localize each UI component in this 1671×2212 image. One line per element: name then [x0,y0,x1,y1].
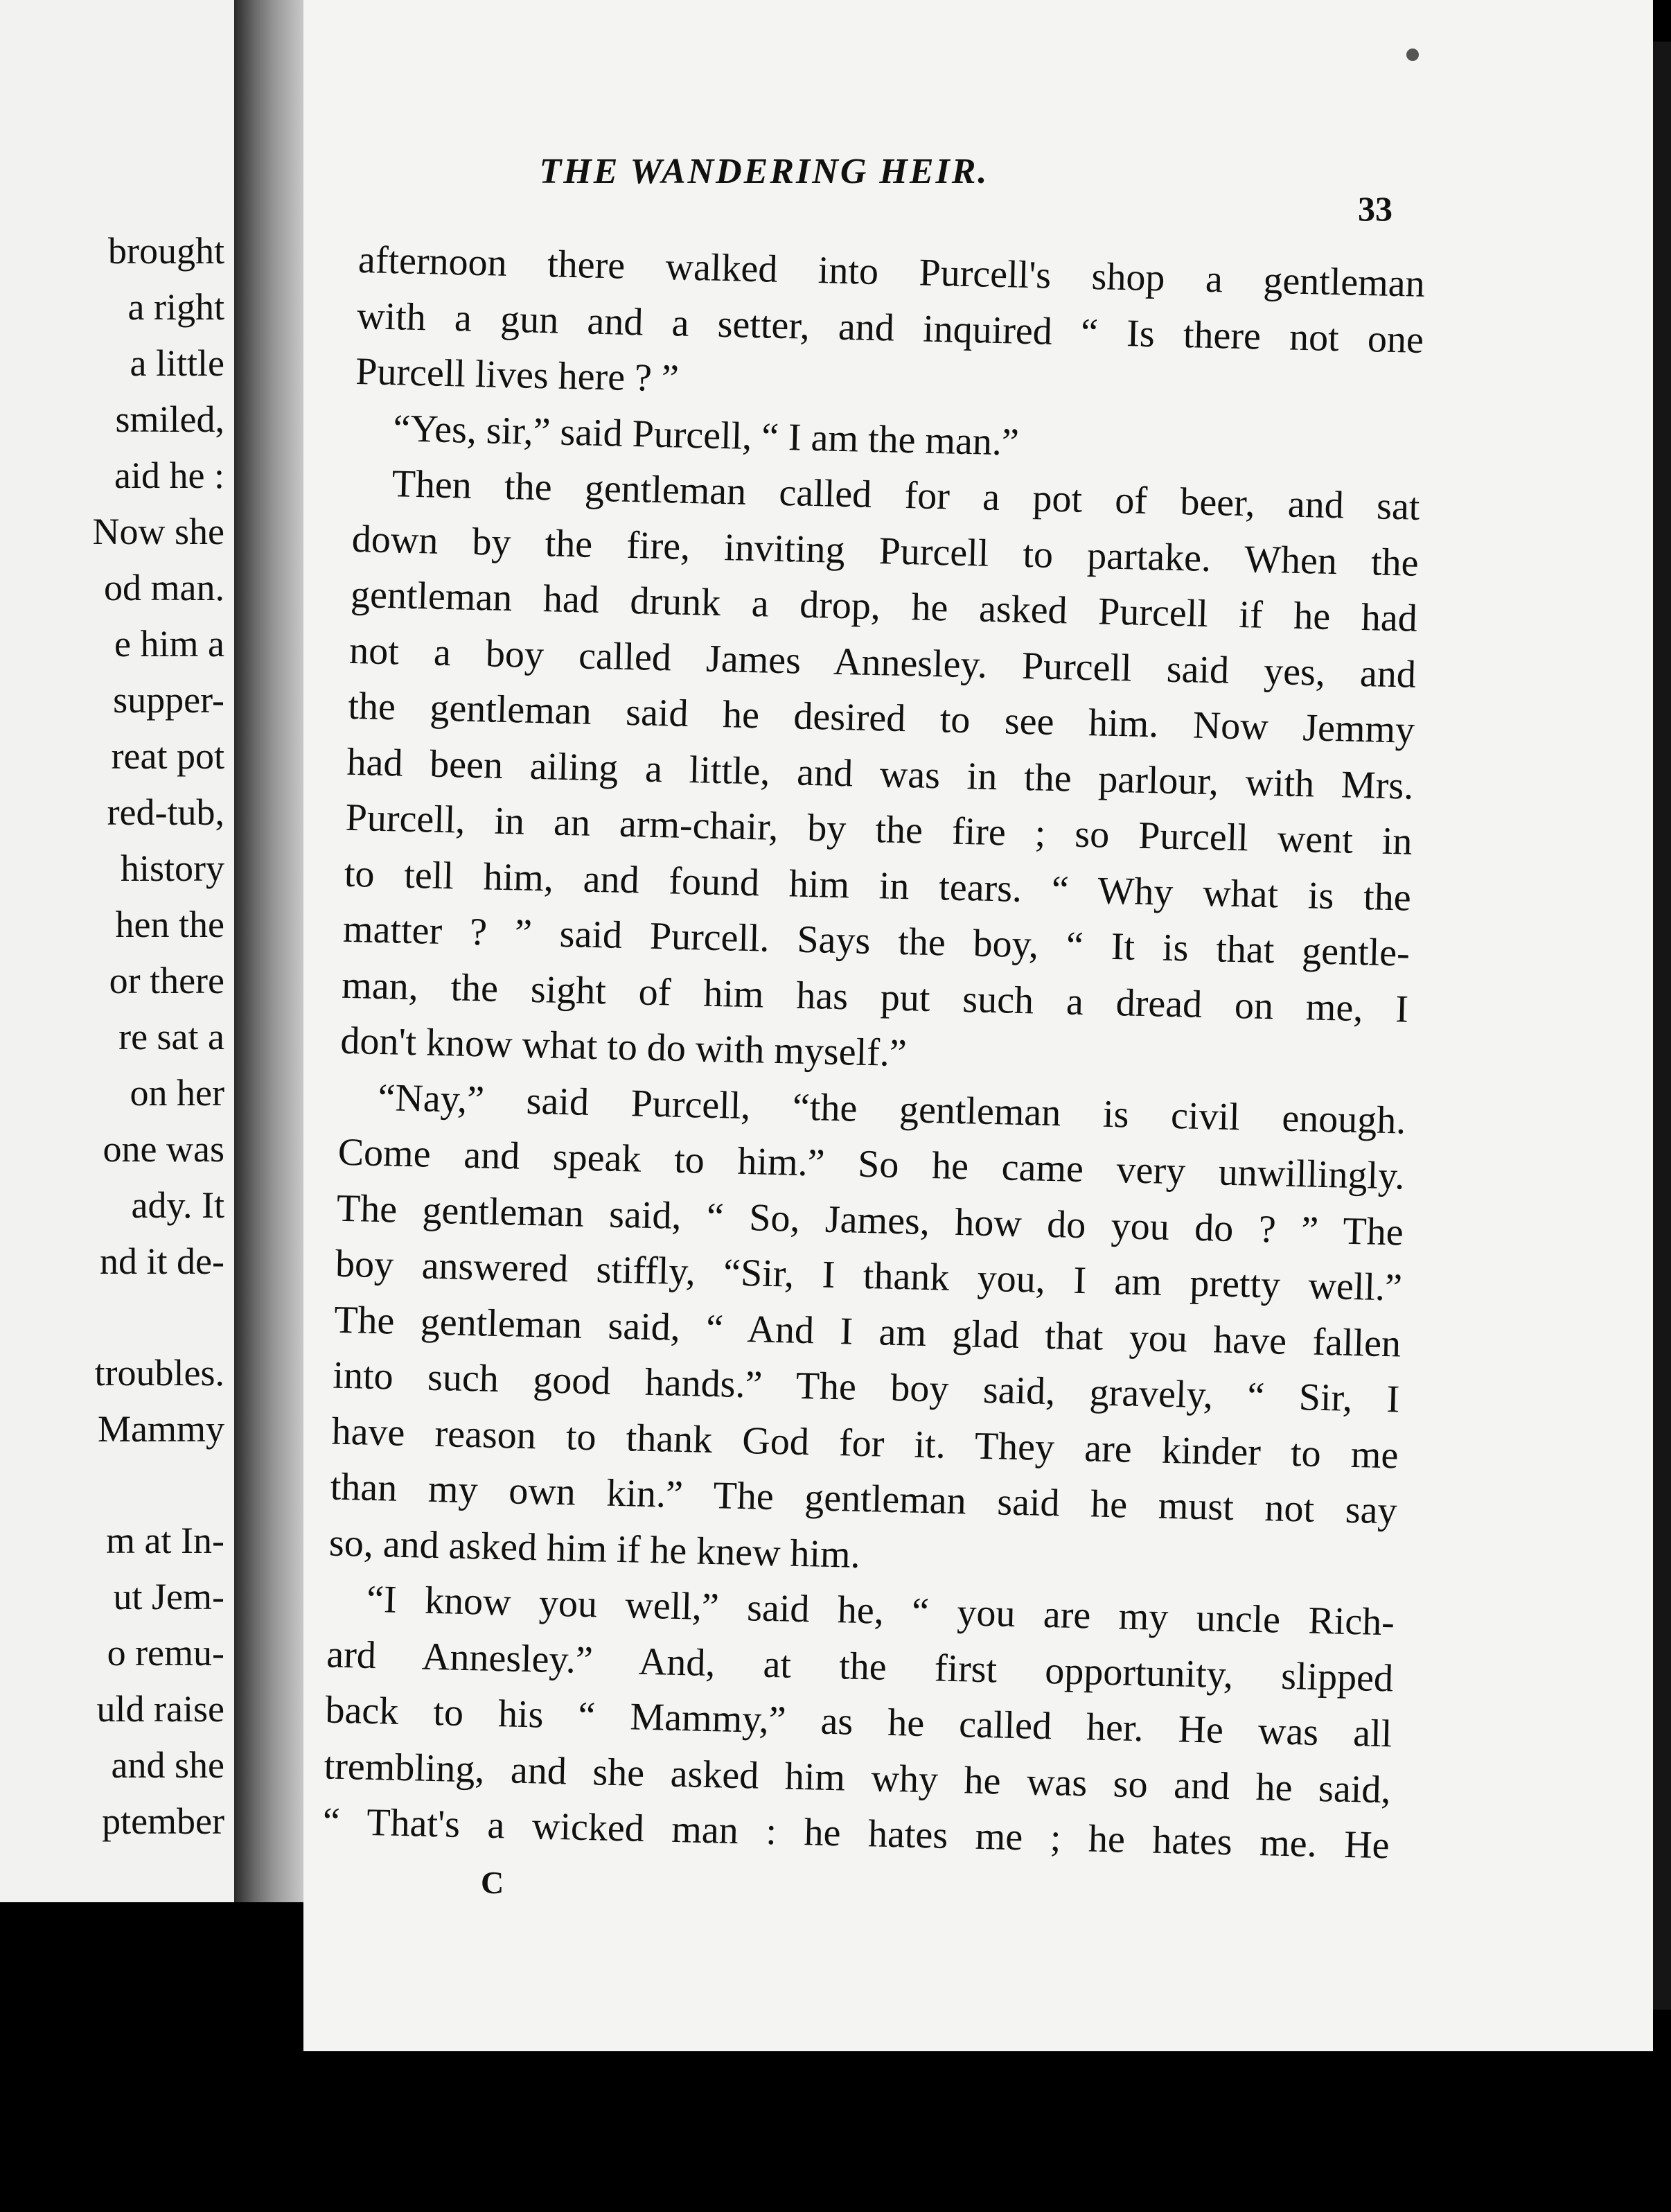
left-line: Now she [92,511,224,552]
page-body-text [322,232,1426,1874]
left-line: o remu- [107,1632,224,1674]
left-line: history [120,848,224,889]
left-line-blank [93,1290,224,1345]
text-line: have reason to thank God for it. They are kinder to me [331,1410,1399,1477]
left-line: smiled, [115,398,224,440]
left-line: m at In- [106,1520,224,1561]
text-line: Then the gentleman called for a pot of beer, and sat [391,462,1421,529]
text-line: the gentleman said he desired to see him. Now Jemmy [347,684,1415,752]
left-line: one was [103,1128,224,1170]
text-line: down by the fire, inviting Purcell to partake. When the [351,517,1420,585]
text-line: had been ailing a little, and was in the parlour, with Mrs. [346,740,1414,808]
text-line: man, the sight of him has put such a dread on me, I [341,963,1409,1031]
left-line: ptember [102,1800,224,1842]
left-line: nd it de- [100,1240,224,1282]
left-line: od man. [104,567,224,608]
scan-speck [1406,49,1419,61]
text-line: so, and asked him if he knew him. [328,1521,861,1577]
text-line: Purcell, in an arm-chair, by the fire ; so Purcell went in [345,796,1413,863]
left-line: a right [127,286,224,328]
text-line: The gentleman said, “ So, James, how do you do ? ” The [336,1186,1404,1254]
text-line: to tell him, and found him in tears. “ Why what is the [344,852,1412,920]
text-line: not a boy called James Annesley. Purcell said yes, and [348,629,1417,696]
book-gutter-shadow [234,0,303,1902]
signature-mark: C [481,1865,504,1900]
text-line: “Yes, sir,” said Purcell, “ I am the man.” [392,406,1020,464]
left-line: supper- [113,679,224,721]
left-line: troubles. [94,1352,224,1394]
text-line: “I know you well,” said he, “ you are my uncle Rich- [366,1577,1395,1644]
left-page-text [93,223,224,1850]
text-line: Purcell lives here ? ” [355,349,680,401]
left-line: re sat a [118,1016,224,1057]
text-line: than my own kin.” The gentleman said he must not say [330,1465,1398,1533]
left-line: red-tub, [107,791,224,833]
text-line: into such good hands.” The boy said, gravely, “ Sir, I [332,1353,1400,1421]
left-line: a little [130,342,224,384]
text-line: boy answered stiffly, “Sir, I thank you, I am pretty well.” [335,1242,1403,1310]
text-line: afternoon there walked into Purcell's shop a gentleman [357,238,1426,306]
text-line: ard Annesley.” And, at the first opportunity, slipped [326,1632,1394,1700]
text-line: matter ? ” said Purcell. Says the boy, “ It is that gentle- [342,907,1411,975]
text-line: trembling, and she asked him why he was so and he said, [324,1744,1392,1811]
page-number: 33 [1358,189,1392,228]
left-line: ut Jem- [113,1576,224,1617]
left-line: or there [109,960,224,1001]
left-line: on her [130,1072,224,1114]
text-line: back to his “ Mammy,” as he called her. He was all [324,1688,1392,1756]
text-line: “Nay,” said Purcell, “the gentleman is civil enough. [377,1076,1407,1143]
page-edge [1653,42,1671,2010]
left-line: aid he : [114,455,224,496]
left-line: ady. It [131,1184,224,1226]
running-head: THE WANDERING HEIR. [539,152,989,191]
text-line: “ That's a wicked man : he hates me ; he hates me. He [322,1800,1390,1868]
left-line-blank [93,1457,224,1513]
left-page [0,0,234,1902]
left-line: uld raise [96,1688,224,1730]
text-line: with a gun and a setter, and inquired “ Is there not one [356,294,1424,362]
left-line: e him a [114,623,224,665]
left-line: brought [108,230,224,272]
text-line: Come and speak to him.” So he came very unwillingly. [337,1130,1406,1198]
left-line: and she [111,1744,224,1786]
text-line: The gentleman said, “ And I am glad that you have fallen [333,1298,1402,1366]
text-line: gentleman had drunk a drop, he asked Purcell if he had [350,572,1418,640]
text-line: don't know what to do with myself.” [339,1019,908,1076]
left-line: Mammy [98,1408,224,1450]
left-line: reat pot [111,735,224,777]
left-line: hen the [115,904,224,945]
